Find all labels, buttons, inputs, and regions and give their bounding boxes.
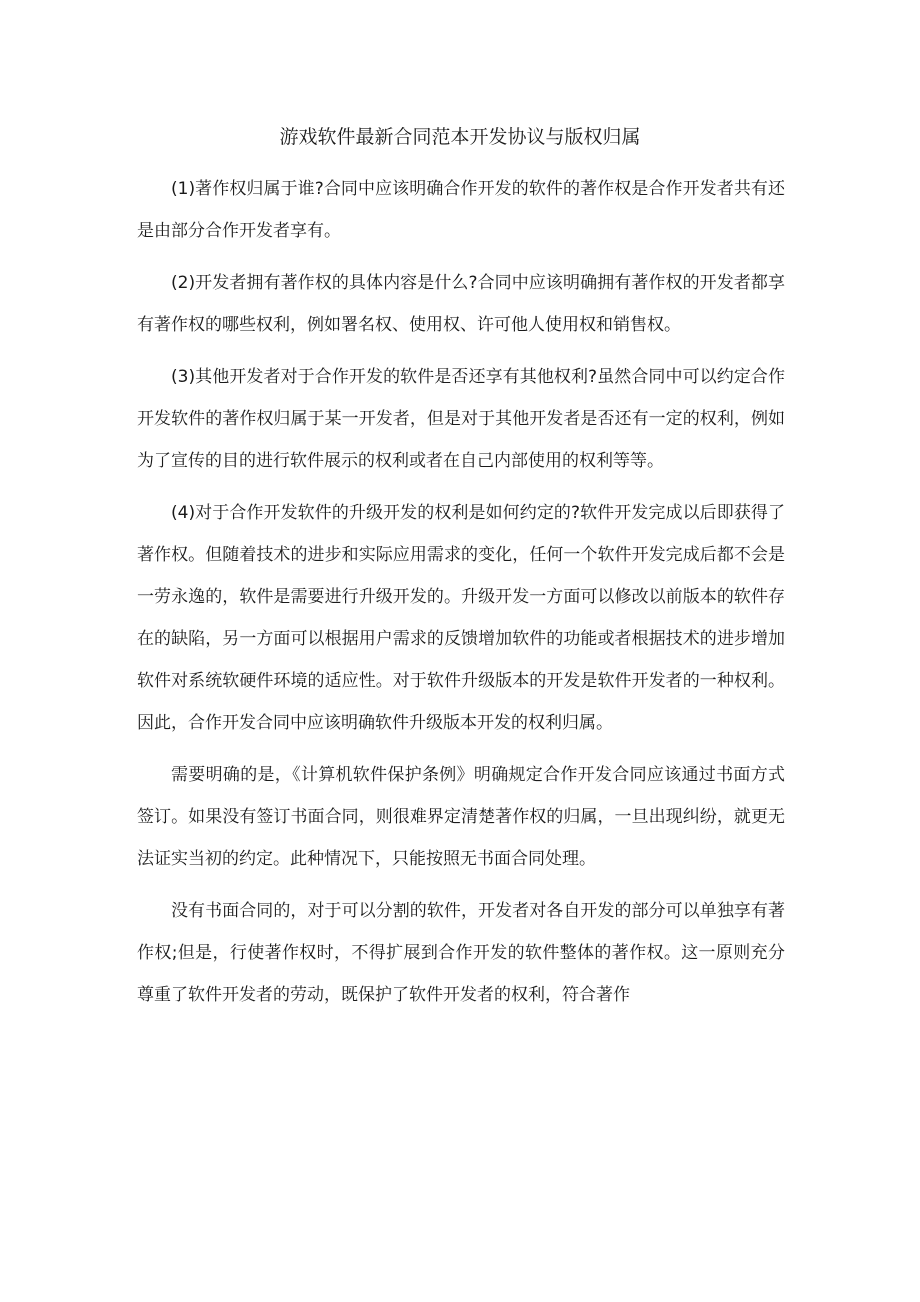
paragraph-5: 需要明确的是，《计算机软件保护条例》明确规定合作开发合同应该通过书面方式签订。如果没有签订书面合同，则很难界定清楚著作权的归属，一旦出现纠纷，就更无法证实当初的约定。此种情况下，只能按照无书面合同处理。: [137, 765, 785, 869]
paragraph-3: (3)其他开发者对于合作开发的软件是否还享有其他权利?虽然合同中可以约定合作开发软件的著作权归属于某一开发者，但是对于其他开发者是否还有一定的权利，例如为了宣传的目的进行软件展示的权利或者在自己内部使用的权利等等。: [137, 367, 785, 471]
paragraph-2: (2)开发者拥有著作权的具体内容是什么?合同中应该明确拥有著作权的开发者都享有著作权的哪些权利，例如署名权、使用权、许可他人使用权和销售权。: [137, 273, 785, 335]
document-title: 游戏软件最新合同范本开发协议与版权归属: [279, 126, 641, 148]
document-body: [137, 168, 785, 1026]
paragraph-1: (1)著作权归属于谁?合同中应该明确合作开发的软件的著作权是合作开发者共有还是由部分合作开发者享有。: [137, 179, 785, 241]
paragraph-6: 没有书面合同的，对于可以分割的软件，开发者对各自开发的部分可以单独享有著作权;但是，行使著作权时，不得扩展到合作开发的软件整体的著作权。这一原则充分尊重了软件开发者的劳动，既保护了软件开发者的权利，符合著作: [137, 901, 785, 1005]
paragraph-4: (4)对于合作开发软件的升级开发的权利是如何约定的?软件开发完成以后即获得了著作权。但随着技术的进步和实际应用需求的变化，任何一个软件开发完成后都不会是一劳永逸的，软件是需要进行升级开发的。升级开发一方面可以修改以前版本的软件存在的缺陷，另一方面可以根据用户需求的反馈增加软件的功能或者根据技术的进步增加软件对系统软硬件环境的适应性。对于软件升级版本的开发是软件开发者的一种权利。因此，合作开发合同中应该明确软件升级版本开发的权利归属。: [137, 503, 785, 733]
